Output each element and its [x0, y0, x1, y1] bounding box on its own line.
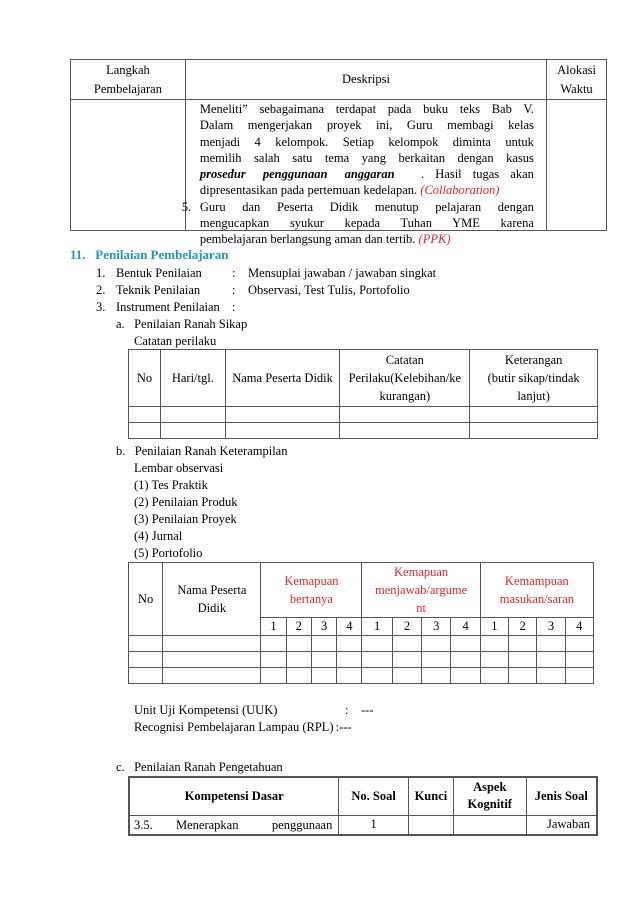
list-item: (4) Jurnal — [134, 529, 183, 543]
score-3: 3 — [311, 618, 336, 636]
jenis-cell: Jawaban — [526, 815, 597, 835]
table-row — [129, 423, 598, 439]
sikap-header-keterangan: Keterangan (butir sikap/tindak lanjut) — [470, 350, 598, 407]
kd-cell: 3.5. Menerapkan penggunaan — [129, 815, 339, 835]
score-1: 1 — [480, 618, 508, 636]
kunci-cell — [408, 815, 453, 835]
list-item: 2. Teknik Penilaian : Observasi, Test Tulis, Portofolio — [96, 283, 410, 297]
ket-header-no: No — [129, 563, 163, 636]
alokasi-cell — [547, 100, 607, 231]
list-item: 3. Instrument Penilaian : — [96, 300, 236, 314]
list-item: 1. Bentuk Penilaian : Mensuplai jawaban / jawaban singkat — [96, 266, 437, 280]
pengetahuan-table — [128, 776, 598, 836]
observasi-list — [134, 477, 334, 562]
sikap-header-nama: Nama Peserta Didik — [225, 350, 340, 407]
table-row — [129, 652, 594, 668]
para1-line: dipresentasikan pada pertemuan kedelapan. (Collaboration) — [199, 183, 500, 198]
score-1: 1 — [261, 618, 286, 636]
langkah-cell — [71, 100, 186, 231]
ket-header-menjawab: Kemapuan menjawab/argume nt — [362, 563, 480, 618]
ket-header-nama: Nama Peserta Didik — [163, 563, 261, 636]
sikap-header-no: No — [129, 350, 161, 407]
keterampilan-table — [128, 562, 594, 684]
aspek-cell — [453, 815, 526, 835]
sikap-table — [128, 349, 598, 439]
item5-line: mengucapkan syukur kepada Tuhan YME karena — [199, 216, 534, 231]
pengetahuan-title: c. Penilaian Ranah Pengetahuan — [116, 760, 283, 774]
ket-header-bertanya: Kemapuan bertanya — [261, 563, 362, 618]
header-deskripsi: Deskripsi — [185, 60, 546, 100]
score-2: 2 — [392, 618, 421, 636]
para1-line: menjadi 4 kelompok. Setiap kelompok diminta untuk — [199, 134, 534, 149]
item5-line: pembelajaran berlangsung aman dan tertib. (PPK) — [199, 232, 451, 247]
sikap-subtitle: Catatan perilaku — [134, 334, 217, 348]
sikap-header-catatan: Catatan Perilaku(Kelebihan/ke kurangan) — [340, 350, 470, 407]
para1-line: Meneliti” sebagaimana terdapat pada buku teks Bab V. — [199, 102, 534, 116]
table-row — [129, 636, 594, 652]
ppk-tag: (PPK) — [418, 232, 451, 247]
section-heading: 11. Penilaian Pembelajaran — [70, 247, 229, 262]
list-item: (3) Penilaian Proyek — [134, 512, 237, 526]
keterampilan-title: b. Penilaian Ranah Keterampilan — [116, 444, 288, 458]
sikap-title: a. Penilaian Ranah Sikap — [116, 317, 248, 331]
list-item: (1) Tes Praktik — [134, 478, 208, 492]
ket-header-masukan: Kemampuan masukan/saran — [480, 563, 593, 618]
no-soal-cell: 1 — [339, 815, 409, 835]
learning-steps-table — [70, 59, 607, 247]
list-item: (5) Portofolio — [134, 546, 203, 560]
deskripsi-cell — [181, 100, 546, 247]
italic-term: prosedur penggunaan anggaran — [199, 167, 395, 182]
score-3: 3 — [537, 618, 565, 636]
peng-header-kunci: Kunci — [408, 777, 453, 815]
section-items — [96, 265, 496, 316]
score-4: 4 — [451, 618, 480, 636]
item5-line: Guru dan Peserta Didik menutup pelajaran dengan — [199, 199, 534, 214]
score-1: 1 — [362, 618, 392, 636]
table-row — [129, 815, 597, 835]
uuk-line: Unit Uji Kompetensi (UUK) : --- — [134, 703, 374, 717]
peng-header-aspek: Aspek Kognitif — [453, 777, 526, 815]
table-row — [129, 407, 598, 423]
para1-line: memilih salah satu tema yang berkaitan dengan kasus — [199, 150, 534, 165]
table-row — [129, 668, 594, 684]
collaboration-tag: (Collaboration) — [420, 183, 500, 198]
peng-header-no-soal: No. Soal — [339, 777, 409, 815]
peng-header-jenis: Jenis Soal — [526, 777, 597, 815]
score-4: 4 — [565, 618, 593, 636]
score-2: 2 — [286, 618, 311, 636]
para1-tail: . Hasil tugas akan — [421, 167, 534, 182]
score-4: 4 — [337, 618, 362, 636]
rpl-line: Recognisi Pembelajaran Lampau (RPL) :--- — [134, 720, 352, 734]
list-item: (2) Penilaian Produk — [134, 495, 238, 509]
header-alokasi: Alokasi Waktu — [547, 60, 607, 100]
sikap-header-hari: Hari/tgl. — [160, 350, 225, 407]
item5-number: 5. — [181, 199, 192, 214]
para1-line — [200, 166, 534, 182]
score-3: 3 — [422, 618, 451, 636]
peng-header-kd: Kompetensi Dasar — [129, 777, 339, 815]
score-2: 2 — [509, 618, 537, 636]
para1-line: Dalam mengerjakan proyek ini, Guru membagi kelas — [199, 118, 534, 133]
keterampilan-subtitle: Lembar observasi — [134, 461, 224, 475]
header-langkah: Langkah Pembelajaran — [71, 60, 186, 100]
